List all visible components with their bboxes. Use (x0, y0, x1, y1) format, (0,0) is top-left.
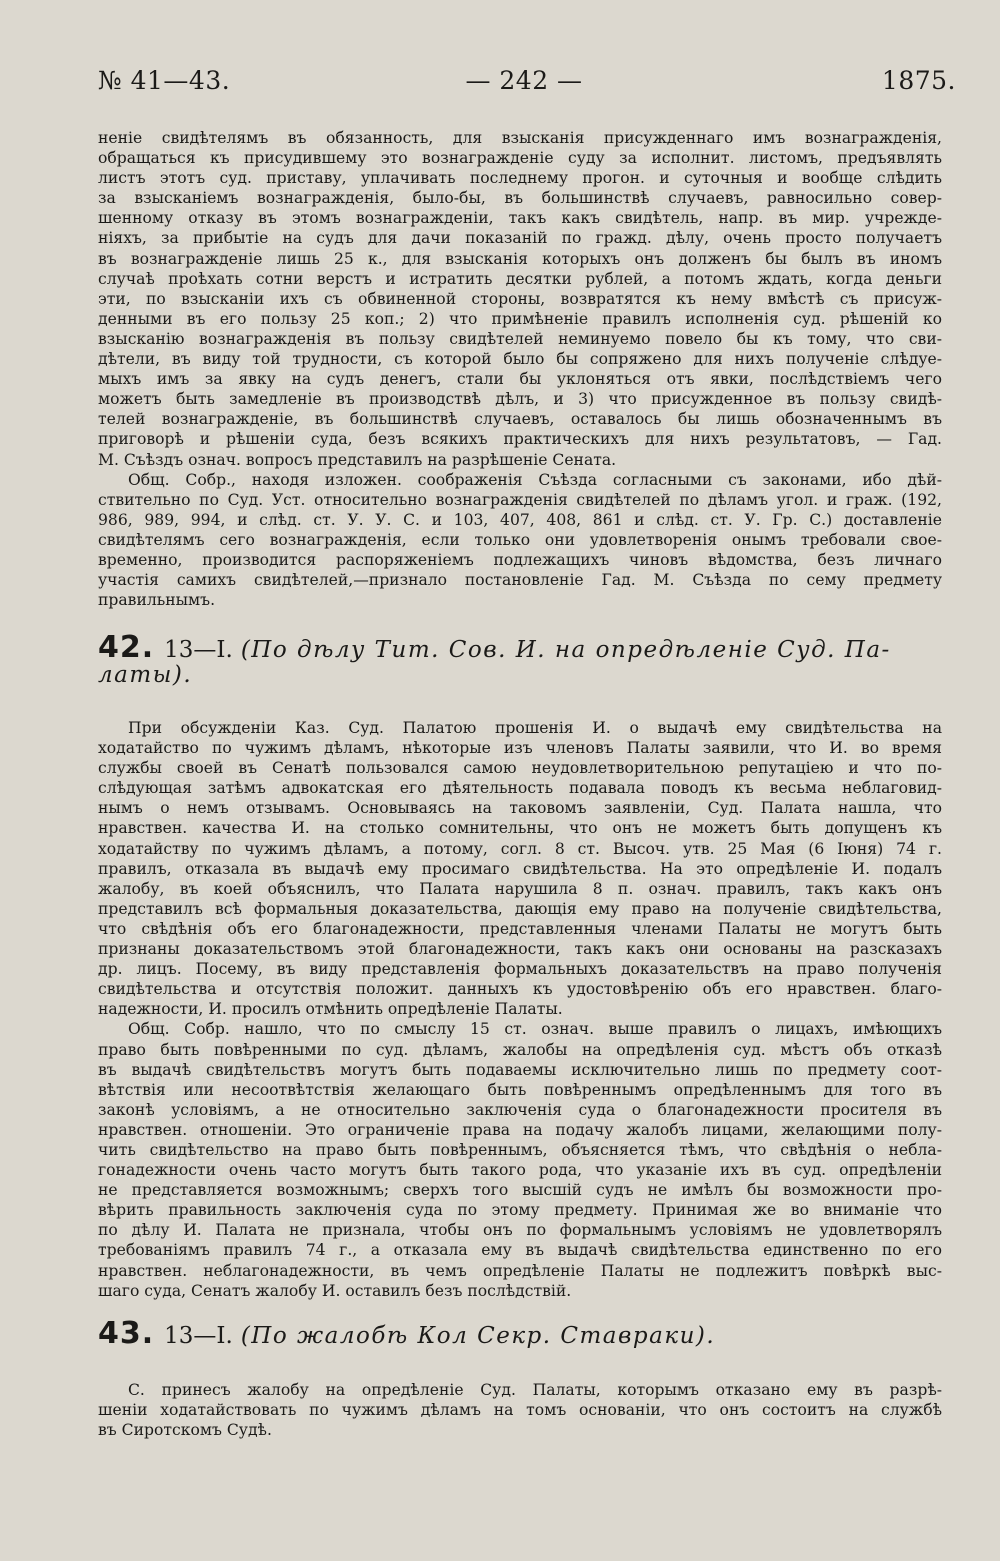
section-date: 13—I. (164, 637, 233, 663)
text-line: правилъ, отказала въ выдачѣ ему просимаго свидѣтельства. На это опредѣленiе И. подалъ (98, 859, 942, 878)
text-line: случаѣ проѣхать сотни верстъ и истратить десятки рублей, а потомъ ждать, когда деньги (98, 269, 942, 288)
text-block-42 (98, 718, 942, 1301)
text-line: шаго суда, Сенатъ жалобу И. оставилъ безъ послѣдствiй. (98, 1281, 572, 1300)
text-line: правильнымъ. (98, 591, 216, 610)
text-line: можетъ быть замедленiе въ производствѣ дѣлъ, и 3) что присужденное въ пользу свидѣ- (98, 390, 942, 409)
case-numbers: № 41—43. (98, 66, 231, 95)
section-title: (По жалобѣ Кол Секр. Ставраки). (240, 1323, 716, 1349)
text-line: денными въ его пользу 25 коп.; 2) что примѣненiе правилъ исполненiя суд. рѣшенiй ко (98, 309, 942, 328)
paragraph (98, 1380, 942, 1440)
text-line: шенному отказу въ этомъ вознагражденiи, такъ какъ свидѣтель, напр. въ мир. учрежде- (98, 209, 942, 228)
text-line: нымъ о немъ отзывамъ. Основываясь на таковомъ заявленiи, Суд. Палата нашла, что (98, 799, 942, 818)
text-line: законѣ условiямъ, а не относительно заключенiя суда о благонадежности просителя въ (98, 1100, 942, 1119)
page-number: — 242 — (465, 66, 583, 95)
text-line: жалобу, въ коей объяснилъ, что Палата нарушила 8 п. означ. правилъ, такъ какъ онъ (98, 879, 942, 898)
text-line: ходатайству по чужимъ дѣламъ, а потому, согл. 8 ст. Высоч. утв. 25 Мая (6 Iюня) 74 г. (98, 839, 942, 858)
text-block-41-end (98, 128, 942, 610)
text-line: мыхъ имъ за явку на судъ денегъ, стали бы уклоняться отъ явки, послѣдствiемъ чего (98, 370, 942, 389)
section-heading-43 (98, 1318, 942, 1352)
text-line: нравствен. неблагонадежности, въ чемъ опредѣленiе Палаты не подлежитъ повѣркѣ выс- (98, 1261, 942, 1280)
text-line: надежности, И. просилъ отмѣнить опредѣленiе Палаты. (98, 1000, 563, 1019)
text-line: телей вознагражденiе, въ большинствѣ случаевъ, оставалось бы лишь обозначеннымъ въ (98, 410, 942, 429)
text-line: временно, производится распоряженiемъ подлежащихъ чиновъ вѣдомства, безъ личнаго (98, 550, 942, 569)
paragraph (98, 1019, 942, 1300)
text-line: Общ. Собр. нашло, что по смыслу 15 ст. означ. выше правилъ о лицахъ, имѣющихъ (128, 1020, 942, 1039)
text-line: гонадежности очень часто могутъ быть такого рода, что указанiе ихъ въ суд. опредѣленiи (98, 1161, 942, 1180)
text-line: чить свидѣтельство на право быть повѣреннымъ, объясняется тѣмъ, что свѣдѣнiя о небла- (98, 1140, 942, 1159)
text-line: представилъ всѣ формальныя доказательства, дающiя ему право на полученiе свидѣтельства, (98, 899, 942, 918)
text-line: по дѣлу И. Палата не признала, чтобы онъ по формальнымъ условiямъ не удовлетворялъ (98, 1221, 942, 1240)
paragraph (98, 718, 942, 1019)
text-block-43 (98, 1380, 942, 1440)
text-line: эти, по взысканiи ихъ съ обвиненной стороны, возвратятся къ нему вмѣстѣ съ присуж- (98, 289, 942, 308)
paragraph (98, 128, 942, 470)
text-line: Общ. Собр., находя изложен. соображенiя Съѣзда согласными съ законами, ибо дѣй- (128, 470, 942, 489)
text-line: въ вознагражденiе лишь 25 к., для взысканiя которыхъ онъ долженъ бы былъ въ иномъ (98, 249, 942, 268)
text-line: участiя самихъ свидѣтелей,—признало постановленiе Гад. М. Съѣзда по сему предмету (98, 571, 942, 590)
section-number: 43. (98, 1316, 155, 1351)
paragraph (98, 470, 942, 611)
text-line: нравствен. качества И. на столько сомнительны, что онъ не можетъ быть допущенъ къ (98, 819, 942, 838)
text-line: обращаться къ присудившему это вознагражденiе суду за исполнит. листомъ, предъявлять (98, 149, 942, 168)
text-line: что свѣдѣнiя объ его благонадежности, представленныя членами Палаты не могутъ быть (98, 919, 942, 938)
year: 1875. (881, 66, 956, 95)
text-line: въ Сиротскомъ Судѣ. (98, 1421, 272, 1440)
text-line: дѣтели, въ виду той трудности, съ которой было бы сопряжено для нихъ полученiе слѣдуе- (98, 350, 942, 369)
text-line: взысканiю вознагражденiя въ пользу свидѣтелей неминуемо повело бы къ тому, что сви- (98, 329, 942, 348)
text-line: листъ этотъ суд. приставу, уплачивать последнему прогон. и суточныя и вообще слѣдить (98, 169, 942, 188)
text-line: шенiи ходатайствовать по чужимъ дѣламъ на томъ основанiи, что онъ состоитъ на службѣ (98, 1401, 942, 1420)
section-heading-42 (98, 632, 942, 666)
text-line: ненiе свидѣтелямъ въ обязанность, для взысканiя присужденнаго имъ вознагражденiя, (98, 129, 942, 147)
text-line: приговорѣ и рѣшенiи суда, безъ всякихъ практическихъ для нихъ результатовъ, — Гад. (98, 430, 942, 449)
text-line: нiяхъ, за прибытiе на судъ для дачи показанiй по гражд. дѣлу, очень просто получаетъ (98, 229, 942, 248)
text-line: слѣдующая затѣмъ адвокатская его дѣятельность подавала поводъ къ весьма неблаговид- (98, 779, 942, 798)
text-line: вѣтствiя или несоотвѣтствiя желающаго быть повѣреннымъ опредѣленнымъ для того въ (98, 1080, 942, 1099)
section-number: 42. (98, 630, 155, 665)
text-line: 986, 989, 994, и слѣд. ст. У. У. С. и 103, 407, 408, 861 и слѣд. ст. У. Гр. С.) доставленiе (98, 510, 942, 529)
text-line: свидѣтелямъ сего вознагражденiя, если только они удовлетворенiя онымъ требовали свое- (98, 530, 942, 549)
text-line: право быть повѣренными по суд. дѣламъ, жалобы на опредѣленiя суд. мѣстъ объ отказѣ (98, 1040, 942, 1059)
text-line: свидѣтельства и отсутствiя положит. данныхъ къ удостовѣренiю объ его нравствен. благо- (98, 980, 942, 999)
text-line: При обсужденiи Каз. Суд. Палатою прошенiя И. о выдачѣ ему свидѣтельства на (128, 719, 942, 737)
section-title: (По дѣлу Тит. Сов. И. на опредѣленiе Суд. Па- (240, 637, 891, 663)
text-line: вѣрить правильность заключенiя суда по этому предмету. Принимая же во вниманiе что (98, 1201, 942, 1220)
text-line: въ выдачѣ свидѣтельствъ могутъ быть подаваемы исключительно лишь по предмету соот- (98, 1060, 942, 1079)
section-date: 13—I. (164, 1323, 233, 1349)
text-line: ходатайство по чужимъ дѣламъ, нѣкоторые изъ членовъ Палаты заявили, что И. во время (98, 739, 942, 758)
text-line: требованiямъ правилъ 74 г., а отказала ему въ выдачѣ свидѣтельства единственно по его (98, 1241, 942, 1260)
text-line: нравствен. отношенiи. Это ограниченiе права на подачу жалобъ лицами, желающими полу- (98, 1120, 942, 1139)
text-line: М. Съѣздъ означ. вопросъ представилъ на разрѣшенiе Сената. (98, 450, 617, 469)
page-header (98, 66, 956, 106)
text-line: ствительно по Суд. Уст. относительно вознагражденiя свидѣтелей по дѣламъ угол. и граж. (192, (98, 490, 942, 509)
section-title-continuation: латы). (98, 662, 193, 688)
text-line: признаны доказательствомъ этой благонадежности, такъ какъ они основаны на разсказахъ (98, 940, 942, 959)
text-line: не представляется возможнымъ; сверхъ того высшiй судъ не имѣлъ бы возможности про- (98, 1181, 942, 1200)
text-line: за взысканiемъ вознагражденiя, было-бы, въ большинствѣ случаевъ, равносильно совер- (98, 189, 942, 208)
text-line: службы своей въ Сенатѣ пользовался самою неудовлетворительною репутацiею и что по- (98, 759, 942, 778)
text-line: С. принесъ жалобу на опредѣленiе Суд. Палаты, которымъ отказано ему въ разрѣ- (128, 1381, 942, 1399)
text-line: др. лицъ. Посему, въ виду представленiя формальныхъ доказательствъ на право полученiя (98, 960, 942, 979)
